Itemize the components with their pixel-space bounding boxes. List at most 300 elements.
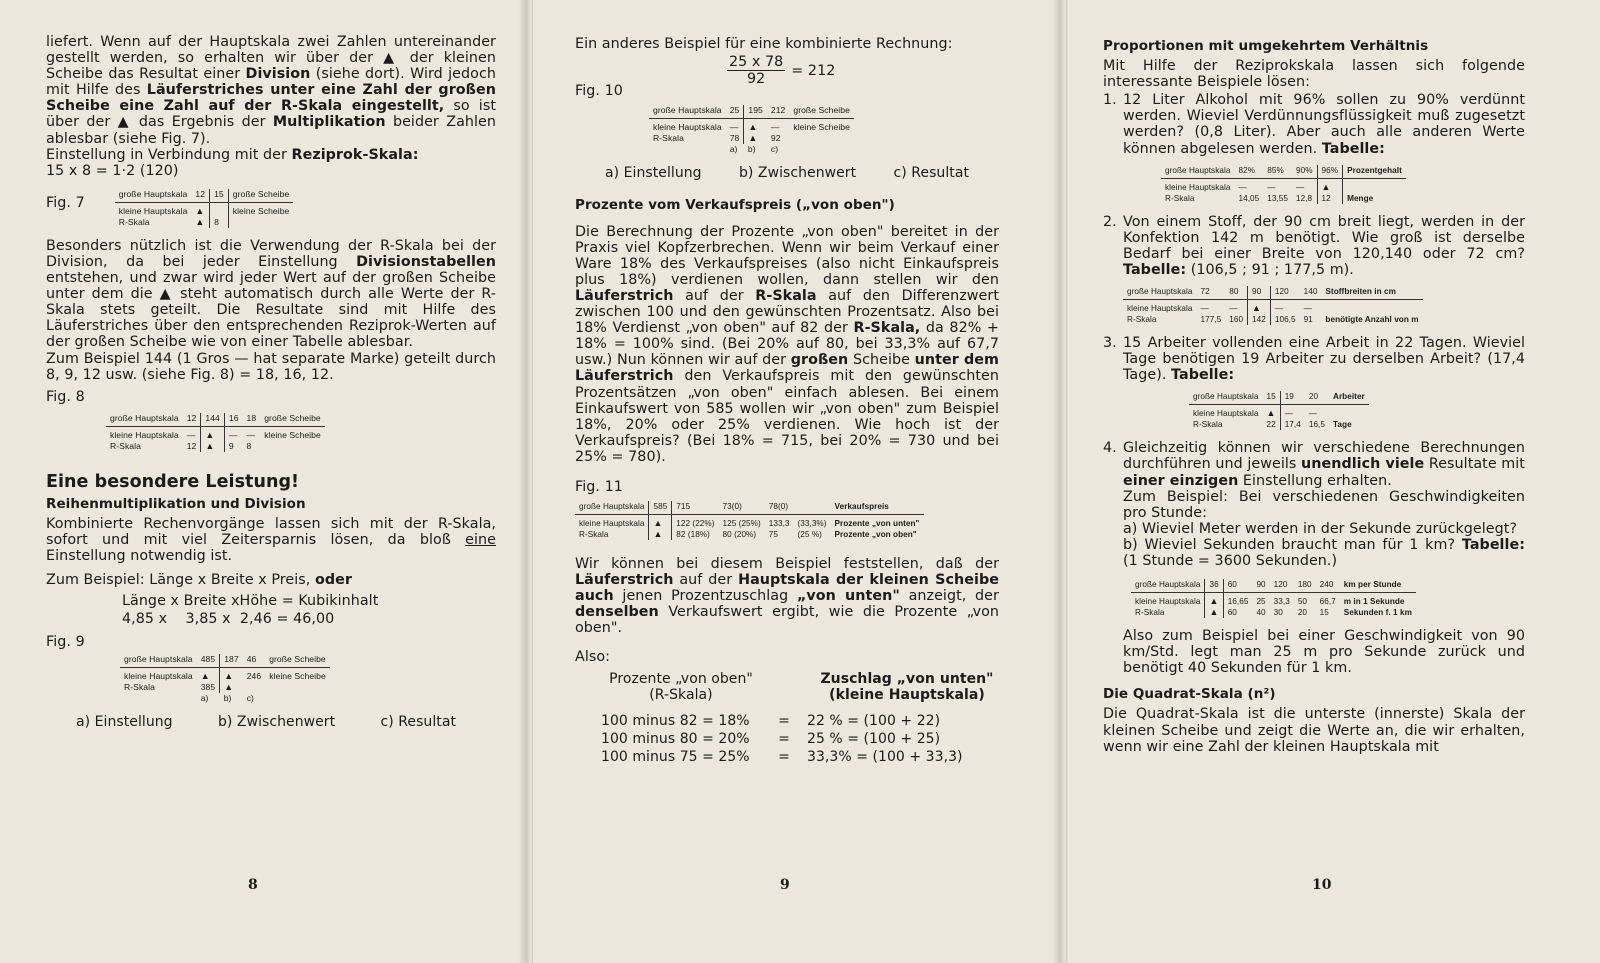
formula-line: 15 x 8 = 1·2 (120) [46,162,179,179]
cell: große Hauptskala [120,654,197,668]
subsection-heading: Reihenmultiplikation und Division [46,495,306,512]
cell: kleine Scheibe [232,205,290,216]
cell: — [1303,304,1312,314]
cell: 82 (18%) [676,530,710,540]
cell: kleine Hauptskala [124,671,193,682]
cell: 8 [210,217,229,228]
cell: c) [246,693,254,704]
cell: 133,3 [768,519,790,529]
fold-crease [518,0,532,963]
page-10-paragraph: Also zum Beispiel bei einer Geschwindigkeit von 90 km/Std. legt man 25 m pro Sekunde zurück und benötigt 40 Sekunden für 1 km. [1123,628,1525,677]
text: Von einem Stoff, der 90 cm breit liegt, werden in der Konfektion 142 m benötigt. Wie groß ist derselbe Bedarf bei einer Breite von 120,140 oder 72 cm? [1123,213,1525,262]
text: da 82% + 18% = 100% sind. (Bei 20% auf 80, bei 33,3% auf 67,7 usw.) Nun können wir auf der [575,320,999,369]
cell [260,441,325,452]
cell: 90% [1292,165,1317,179]
text: jenen Prozentzuschlag [622,588,789,605]
cell: 75 [768,530,778,540]
page-8 [0,0,532,963]
triangle-mark: ▲ [1317,178,1343,193]
cell: 82% [1234,165,1263,179]
scale-table-4 [1131,579,1416,618]
page-number: 9 [780,876,790,893]
cell: c) [770,144,779,155]
cell: 60 [1223,579,1252,593]
cell: kleine Hauptskala [653,122,722,133]
header-text: (kleine Hauptskala) [829,686,985,703]
cell: 120 [1270,286,1299,300]
triangle-mark: ▲ [191,202,209,217]
cell: große Hauptskala [1123,286,1196,300]
cell: 246 [246,671,262,682]
cell: 12 [1317,193,1343,204]
cell: R-Skala [653,133,684,144]
cell: b) [223,693,232,704]
cell: Stoffbreiten in cm [1321,286,1422,300]
cell: — [726,119,744,134]
scale-table-1 [1161,165,1406,204]
cell: 12 [191,189,209,203]
cell: 180 [1294,579,1316,593]
page-8-paragraph-3 [46,238,496,351]
cell: Arbeiter [1329,391,1369,405]
triangle-mark: ▲ [224,682,234,693]
cell: R-Skala [1135,608,1165,618]
comparison-cell: 100 minus 82 = 18% [601,712,750,729]
cell: 60 [1227,608,1237,618]
legend-abc [46,714,496,730]
list-text [1123,92,1525,156]
cell: — [1274,304,1284,314]
figure-label: Fig. 8 [46,388,85,405]
cell: große Hauptskala [1131,579,1205,593]
header-text: (R-Skala) [649,686,713,703]
bold-text: Reziprok-Skala: [291,146,419,163]
cell: (33,3%) [797,519,827,529]
bold-text: Tabelle: [1461,536,1525,553]
text: Einstellung in Verbindung mit der [46,146,287,163]
text: den Verkaufspreis mit den gewünschten Prozentsätzen „von oben" einfach ablesen. Bei einem Einkaufswert von 585 wollen wir „von oben" zum Beispiel 18%, 20% oder 25% verdienen. Wie hoch ist der Verkaufspreis? (Bei 18% = 715, bei 20% = 730 und bei 25% = 780). [575,368,999,465]
cell: 125 (25%) [722,519,761,529]
cell: Tage [1332,420,1352,430]
legend-item: b) Zwischenwert [738,165,857,182]
figure-8 [46,389,496,452]
cell: Prozente „von unten" [834,519,920,529]
cell: R-Skala [1127,315,1157,325]
cell [1343,178,1406,193]
bold-text: Multiplikation [272,114,386,131]
bold-text: Tabelle: [1321,140,1385,157]
cell: Prozentgehalt [1343,165,1406,179]
cell: 36 [1205,579,1223,593]
cell: kleine Hauptskala [579,519,645,529]
comparison-cell: 22 % = (100 + 22) [807,712,941,729]
cell: große Hauptskala [1189,391,1262,405]
cell [265,682,330,693]
scale-table-fig9 [120,654,330,704]
cell: 90 [1252,579,1269,593]
triangle-mark: ▲ [649,529,672,540]
cell: 8 [246,440,252,451]
comparison-cell: 25 % = (100 + 25) [807,730,941,747]
page-9-intro: Ein anderes Beispiel für eine kombinierte Rechnung: [575,36,953,52]
page-10-intro: Mit Hilfe der Reziprokskala lassen sich folgende interessante Beispiele lösen: [1103,58,1525,91]
cell: 16,5 [1308,420,1325,430]
page-10-paragraph: Die Quadrat-Skala ist die unterste (innerste) Skala der kleinen Scheibe und zeigt die Werte an, die wir erhalten, wenn wir eine Zahl der kleinen Hauptskala mit [1103,706,1525,755]
cell [789,144,854,155]
cell: 20 [1297,608,1308,618]
triangle-mark: ▲ [748,122,758,133]
page-8-paragraph-2 [46,147,496,179]
cell: kleine Hauptskala [110,429,179,440]
list-number: 4. [1103,440,1117,457]
cell: 15 [1262,391,1280,405]
cell: 92 [770,133,781,144]
cell: kleine Hauptskala [1165,182,1231,192]
cell: b) [747,144,756,155]
page-9 [532,0,1066,963]
text: beider Zahlen ablesbar (siehe Fig. 7). [46,114,496,147]
page-10 [1066,0,1600,963]
comparison-header-right [807,671,1007,703]
cell: 22 [1262,419,1280,430]
triangle-mark: ▲ [197,668,220,683]
cell: 122 (22%) [676,519,715,529]
text: auf der [685,287,744,304]
cell: — [1292,178,1317,193]
cell: m in 1 Sekunde [1343,597,1405,607]
cell: R-Skala [124,682,155,693]
fraction [727,54,785,87]
text: 15 Arbeiter vollenden eine Arbeit in 22 Tagen. Wieviel Tage benötigen 19 Arbeiter zu derselben Arbeit? (17,4 Tage). [1123,335,1525,384]
cell: — [1284,409,1293,419]
bold-text: Tabelle: [1171,367,1235,384]
cell: 80 (20%) [722,530,757,540]
text: Einstellung erhalten. [1242,472,1392,489]
text: Die Berechnung der Prozente „von oben" bereitet in der Praxis viel Kopfzerbrechen. Wenn wir beim Verkauf einer Ware 18% des Verkaufspreises (also nicht Einkaufspreis plus 18%) verdienen wollen, dann stellen wir den [575,223,999,288]
bold-text: oder [314,572,352,589]
figure-label: Fig. 7 [46,194,85,211]
bold-text: einer einzigen [1123,472,1239,489]
list-text [1123,440,1525,569]
section-heading: Proportionen mit umgekehrtem Verhältnis [1103,38,1429,54]
cell: a) [729,144,738,155]
bold-text: Hauptskala der kleinen Scheibe auch [575,572,999,605]
triangle-mark: ▲ [748,133,758,144]
cell: 90 [1248,286,1271,300]
cell: 80 [1225,286,1247,300]
triangle-mark: ▲ [1262,405,1280,420]
cell [228,217,293,228]
scale-table-fig11 [575,501,924,540]
numerator: 25 x 78 [729,54,784,71]
scale-table-fig8 [106,413,325,452]
page-number: 10 [1312,876,1332,893]
page-8-paragraph-6 [46,572,496,588]
cell: 50 [1297,597,1308,607]
cell: 177,5 [1200,315,1222,325]
cell: — [183,426,201,441]
cell: R-Skala [579,530,609,540]
scale-table-fig7 [115,189,294,228]
sub-item: a) Wieviel Meter werden in der Sekunde zurückgelegt? [1123,520,1518,537]
figure-7 [46,189,496,228]
text: Scheibe [852,352,910,369]
page-8-paragraph-1 [46,34,496,147]
bold-text: Divisionstabellen [356,253,496,270]
figure-9 [46,634,496,704]
list-text [1123,214,1525,278]
cell: 78 [726,133,744,144]
comparison-table [575,671,999,765]
cell: kleine Hauptskala [118,205,188,216]
section-heading: Prozente vom Verkaufspreis („von oben") [575,197,895,214]
triangle-mark: ▲ [649,515,672,530]
cell: große Hauptskala [1161,165,1234,179]
page-8-content [46,34,496,731]
cell: kleine Scheibe [793,122,850,133]
cell: kleine Scheibe [264,429,321,440]
comparison-cell: = [778,730,790,747]
legend-item: a) Einstellung [605,165,702,182]
text: 12 Liter Alkohol mit 96% sollen zu 90% verdünnt werden. Wieviel Verdünnungsflüssigkeit muß zugesetzt werden? (0,8 Liter). Aber auch alle anderen Werte können abgelesen werden. [1123,92,1525,157]
cell: 142 [1248,314,1271,325]
triangle-mark: ▲ [1248,300,1271,315]
formula-line: 4,85 x 3,85 x 2,46 = 46,00 [122,611,335,628]
page-10-content [1103,38,1525,755]
paragraph: Zum Beispiel: Bei verschiedenen Geschwindigkeiten pro Stunde: [1123,488,1525,521]
cell: 46 [243,654,266,668]
cell: — [1200,304,1209,314]
text: b) Wieviel Sekunden braucht man für 1 km? [1123,536,1456,553]
legend-item: c) Resultat [380,714,456,731]
page-9-paragraph-2 [575,556,999,636]
underlined-text: eine [465,532,496,549]
cell: große Hauptskala [106,413,183,427]
legend-abc [575,155,999,181]
scale-table-2 [1123,286,1423,325]
fold-crease [1052,0,1066,963]
cell: (25 %) [797,530,822,540]
triangle-mark: ▲ [191,217,209,228]
text: Zum Beispiel: Länge x Breite x Preis, [46,572,311,589]
cell: — [1238,182,1247,192]
triangle-mark: ▲ [201,426,225,441]
cell: 16,65 [1227,597,1249,607]
cell: 72 [1196,286,1225,300]
cell: 15 [1319,608,1329,618]
figure-label: Fig. 11 [575,478,623,495]
cell: R-Skala [1165,193,1195,203]
cell: große Scheibe [260,413,325,427]
figure-label: Fig. 9 [46,634,85,651]
cell: 140 [1300,286,1322,300]
cell: 195 [744,105,767,119]
sub-item [1123,537,1525,569]
cell: 18 [243,413,261,427]
cell: a) [200,693,209,704]
cell: km per Stunde [1340,579,1416,593]
text: Einstellung notwendig ist. [46,548,233,565]
comparison-cell: = [778,749,790,765]
cell: 19 [1280,391,1305,405]
cell: benötigte Anzahl von m [1325,315,1419,325]
cell: R-Skala [1193,420,1223,430]
comparison-cell: 33,3% = (100 + 33,3) [807,749,963,765]
cell: 9 [228,440,234,451]
cell: 120 [1270,579,1294,593]
cell [120,693,197,704]
cell: — [246,429,256,440]
text: (siehe dort). Wird jedoch mit Hilfe des [46,66,496,99]
cell: 106,5 [1274,315,1296,325]
cell: 33,3 [1273,597,1290,607]
bold-text: Läuferstriches unter eine Zahl der großen Scheibe eine Zahl auf der R-Skala eingestellt, [46,82,496,115]
bold-text: Läuferstrich [575,287,674,304]
text: entstehen, und zwar wird jeder Wert auf der großen Scheibe unter dem die ▲ steht automatisch durch alle Werte der R-Skala stets geteilt. Die Resultate sind mit Hilfe des Läuferstriches über den entsprechenden Reziprok-Werten auf der großen Scheibe wie von einer Tabelle ablesbar. [46,270,496,351]
header-text: Prozente „von oben" [609,670,753,687]
cell: 40 [1256,608,1266,618]
list-text [1123,335,1525,383]
cell: 485 [197,654,220,668]
cell: 585 [649,501,672,515]
text: anzeigt, der [908,588,999,605]
scale-table-3 [1189,391,1369,430]
cell: kleine Scheibe [269,671,326,682]
cell: R-Skala [118,216,150,227]
cell: 13,55 [1267,193,1288,203]
text: Besonders nützlich ist die Verwendung der R-Skala bei der Division, da bei jeder Einstellung [46,237,496,270]
cell: 144 [201,413,225,427]
cell: 240 [1316,579,1340,593]
formula-block [46,592,496,628]
list-item-1 [1103,92,1525,156]
cell: 160 [1225,314,1247,325]
bold-text: „von unten" [796,588,900,605]
cell: große Hauptskala [575,501,649,515]
section-heading: Die Quadrat-Skala (n²) [1103,686,1276,703]
text: (1 Stunde = 3600 Sekunden.) [1123,552,1338,569]
triangle-mark: ▲ [201,441,225,452]
cell [789,133,854,144]
cell: 187 [220,654,243,668]
page-8-paragraph-5 [46,516,496,564]
figure-label: Fig. 10 [575,83,623,100]
cell: Menge [1347,193,1374,203]
scale-table-fig10 [649,105,854,155]
cell: Verkaufspreis [831,501,924,515]
cell: 212 [767,105,790,119]
text: so ist über der ▲ das Ergebnis der [46,98,496,131]
text: Verkaufswert ergibt, wie die Prozente „von oben". [575,604,999,637]
comparison-cell: = [778,712,790,729]
cell [794,501,831,515]
bold-text: R-Skala, [853,320,921,337]
list-number: 3. [1103,335,1117,352]
cell [1329,405,1369,420]
text: Gleichzeitig können wir verschiedene Berechnungen durchführen und jeweils [1123,440,1525,473]
bold-text: R-Skala [755,287,817,304]
text: liefert. Wenn auf der Hauptskala zwei Zahlen untereinander gestellt werden, so erhalten wir über der ▲ der kleinen Scheibe das Resultat einer [46,34,496,83]
cell: 20 [1305,391,1329,405]
text: Wir können bei diesem Beispiel feststellen, daß der [575,556,999,573]
cell: 78(0) [765,501,794,515]
text: auf der [679,572,733,589]
list-item-3 [1103,335,1525,383]
cell: — [1308,409,1318,419]
legend-item: a) Einstellung [76,714,173,731]
cell: große Hauptskala [649,105,726,119]
legend-item: c) Resultat [893,165,969,182]
bold-text: Läuferstrich [575,572,674,589]
cell: kleine Hauptskala [1193,409,1259,419]
cell: 15 [210,189,229,203]
cell: 30 [1273,608,1283,618]
bold-text: denselben [575,604,659,621]
cell [243,682,266,693]
cell: große Scheibe [265,654,330,668]
comparison-cell: 100 minus 75 = 25% [601,749,750,765]
paragraph [1123,440,1525,488]
cell: 715 [672,501,719,515]
cell: 73(0) [719,501,765,515]
cell: große Hauptskala [115,189,192,203]
list-item-4 [1103,440,1525,569]
fraction-result: = 212 [791,62,836,79]
cell: — [1267,182,1276,192]
cell: 17,4 [1284,420,1301,430]
cell [1321,300,1422,315]
page-9-paragraph-1 [575,224,999,465]
list-number: 1. [1103,92,1117,109]
cell: — [770,122,780,133]
cell: 96% [1317,165,1343,179]
page-8-paragraph-4: Zum Beispiel 144 (1 Gros — hat separate Marke) geteilt durch 8, 9, 12 usw. (siehe Fig. 8) = 18, 16, 12. [46,350,496,383]
section-heading: Eine besondere Leistung! [46,471,300,492]
triangle-mark: ▲ [224,671,234,682]
also-label: Also: [575,648,611,665]
cell: — [228,429,238,440]
cell: große Scheibe [789,105,854,119]
cell [265,693,330,704]
page-number: 8 [248,876,258,893]
text: Kombinierte Rechenvorgänge lassen sich mit der R-Skala, sofort und mit viel Zeitersparnis lösen, da bloß [46,515,496,549]
cell [649,144,726,155]
cell: — [1225,300,1247,315]
cell: 85% [1263,165,1292,179]
cell: kleine Hauptskala [1127,304,1193,314]
triangle-mark: ▲ [1205,607,1223,618]
triangle-mark: ▲ [1205,593,1223,608]
denominator: 92 [747,71,766,88]
cell: 66,7 [1319,597,1336,607]
formula-line: Länge x Breite xHöhe = Kubikinhalt [122,593,379,610]
cell: 14,05 [1238,193,1260,203]
bold-text: Tabelle: [1123,261,1187,278]
bold-text: Division [245,66,311,83]
cell: 25 [1256,597,1266,607]
bold-text: unter dem Läuferstrich [575,352,999,385]
cell: 385 [197,682,220,693]
bold-text: unendlich viele [1301,456,1425,473]
page-9-content [575,36,999,765]
comparison-cell: 100 minus 80 = 20% [601,730,750,747]
cell: Prozente „von oben" [834,530,917,540]
cell: 12 [183,413,201,427]
text: (106,5 ; 91 ; 177,5 m). [1190,261,1354,278]
comparison-header-left [601,671,761,703]
legend-item: b) Zwischenwert [217,714,336,731]
cell: 12,8 [1292,193,1317,204]
